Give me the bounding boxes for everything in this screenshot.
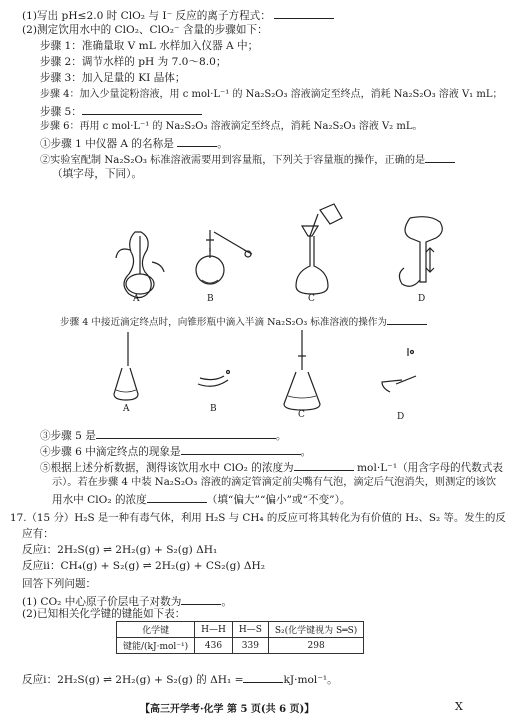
answer-heading: 回答下列问题： [22,578,97,590]
reaction-1: 反应ⅰ：2H₂S(g) ⇌ 2H₂(g) + S₂(g) ΔH₁ [22,544,218,556]
sub-q5a: ⑤根据上述分析数据，测得该饮用水中 ClO₂ 的浓度为 mol·L⁻¹（用含字母的代数式表 [40,462,504,474]
q2-line: (2)测定饮用水中的 ClO₂、ClO₂⁻ 含量的步骤如下： [22,24,268,36]
step-3: 步骤 3：加入足量的 KI 晶体； [40,72,186,84]
answer-blank[interactable] [294,460,354,471]
q1-line: (1)写出 pH≤2.0 时 ClO₂ 与 I⁻ 反应的离子方程式： [22,8,334,23]
bond-energy-table [116,621,364,654]
sub-q1: ①步骤 1 中仪器 A 的名称是 。 [40,138,228,150]
step-6: 步骤 6：再用 c mol·L⁻¹ 的 Na₂S₂O₃ 溶液滴定至终点，消耗 Na₂S₂O₃ 溶液 V₂ mL。 [40,121,423,132]
sub-q4: ④步骤 6 中滴定终点的现象是 。 [40,446,312,458]
table-cell: 键能/(kJ·mol⁻¹) [117,638,195,654]
table-header: 化学键 [117,622,195,638]
step-4: 步骤 4：加入少量淀粉溶液，用 c mol·L⁻¹ 的 Na₂S₂O₃ 溶液滴定至终点，消耗 Na₂S₂O₃ 溶液 V₁ mL； [40,89,503,100]
sub-a1: (1) CO₂ 中心原子价层电子对数为 。 [22,596,232,608]
answer-blank[interactable] [147,492,207,503]
table-header: S₂(化学键视为 S═S) [268,622,363,638]
answer-blank[interactable] [96,428,276,439]
corner-mark: X [455,700,463,713]
fig1-label-b: B [207,294,214,304]
sub-a2: (2)已知相关化学键的键能如下表： [22,608,186,620]
table-row [117,622,364,638]
sub-q3: ③步骤 5 是 。 [40,430,287,442]
fig2-label-a: A [123,404,130,414]
step-5: 步骤 5： [40,104,202,119]
problem-17: 17.（15 分）H₂S 是一种有毒气体，利用 H₂S 与 CH₄ 的反应可将其转化为有价值的 H₂、S₂ 等。发生的反 [10,512,506,524]
sub-q2-note: （填字母，下同）。 [52,168,143,180]
fig2-label-d: D [397,412,405,422]
fig1-label-c: C [308,294,315,304]
sub-q5b: 示）。若在步骤 4 中装 Na₂S₂O₃ 溶液的滴定管滴定前尖嘴有气泡，滴定后气泡消失，则测定的该饮 [52,477,497,488]
reaction-1-dh: 反应ⅰ：2H₂S(g) ⇌ 2H₂(g) + S₂(g) 的 ΔH₁ = kJ·mol⁻¹。 [22,674,338,686]
table-header: H—S [232,622,268,638]
fig1-label-a: A [133,294,140,304]
table-cell: 436 [195,638,233,654]
answer-blank[interactable] [181,444,301,455]
answer-blank[interactable] [181,594,221,605]
table-cell: 339 [232,638,268,654]
table-header: H—H [195,622,233,638]
sub-q2: ②实验室配制 Na₂S₂O₃ 标准溶液需要用到容量瓶，下列关于容量瓶的操作，正确的是 [40,152,455,167]
step-2: 步骤 2：调节水样的 pH 为 7.0～8.0； [40,56,227,68]
fig1-label-d: D [418,294,426,304]
page-footer: 【高三开学考·化学 第 5 页(共 6 页)】 [140,704,315,715]
sub-q5c: 用水中 ClO₂ 的浓度 （填“偏大”“偏小”或“不变”）。 [52,494,351,506]
answer-blank[interactable] [243,672,283,683]
table-cell: 298 [268,638,363,654]
problem-17-cont: 应有： [22,528,54,540]
table-row [117,638,364,654]
fig2-label-c: C [298,410,305,420]
fig2-label-b: B [210,404,217,414]
step-1: 步骤 1：准确量取 V mL 水样加入仪器 A 中； [40,40,259,52]
reaction-2: 反应ⅱ：CH₄(g) + S₂(g) ⇌ 2H₂(g) + CS₂(g) ΔH₂ [22,560,266,572]
fig1-caption: 步骤 4 中接近滴定终点时，向锥形瓶中滴入半滴 Na₂S₂O₃ 标准溶液的操作为 [60,314,427,329]
